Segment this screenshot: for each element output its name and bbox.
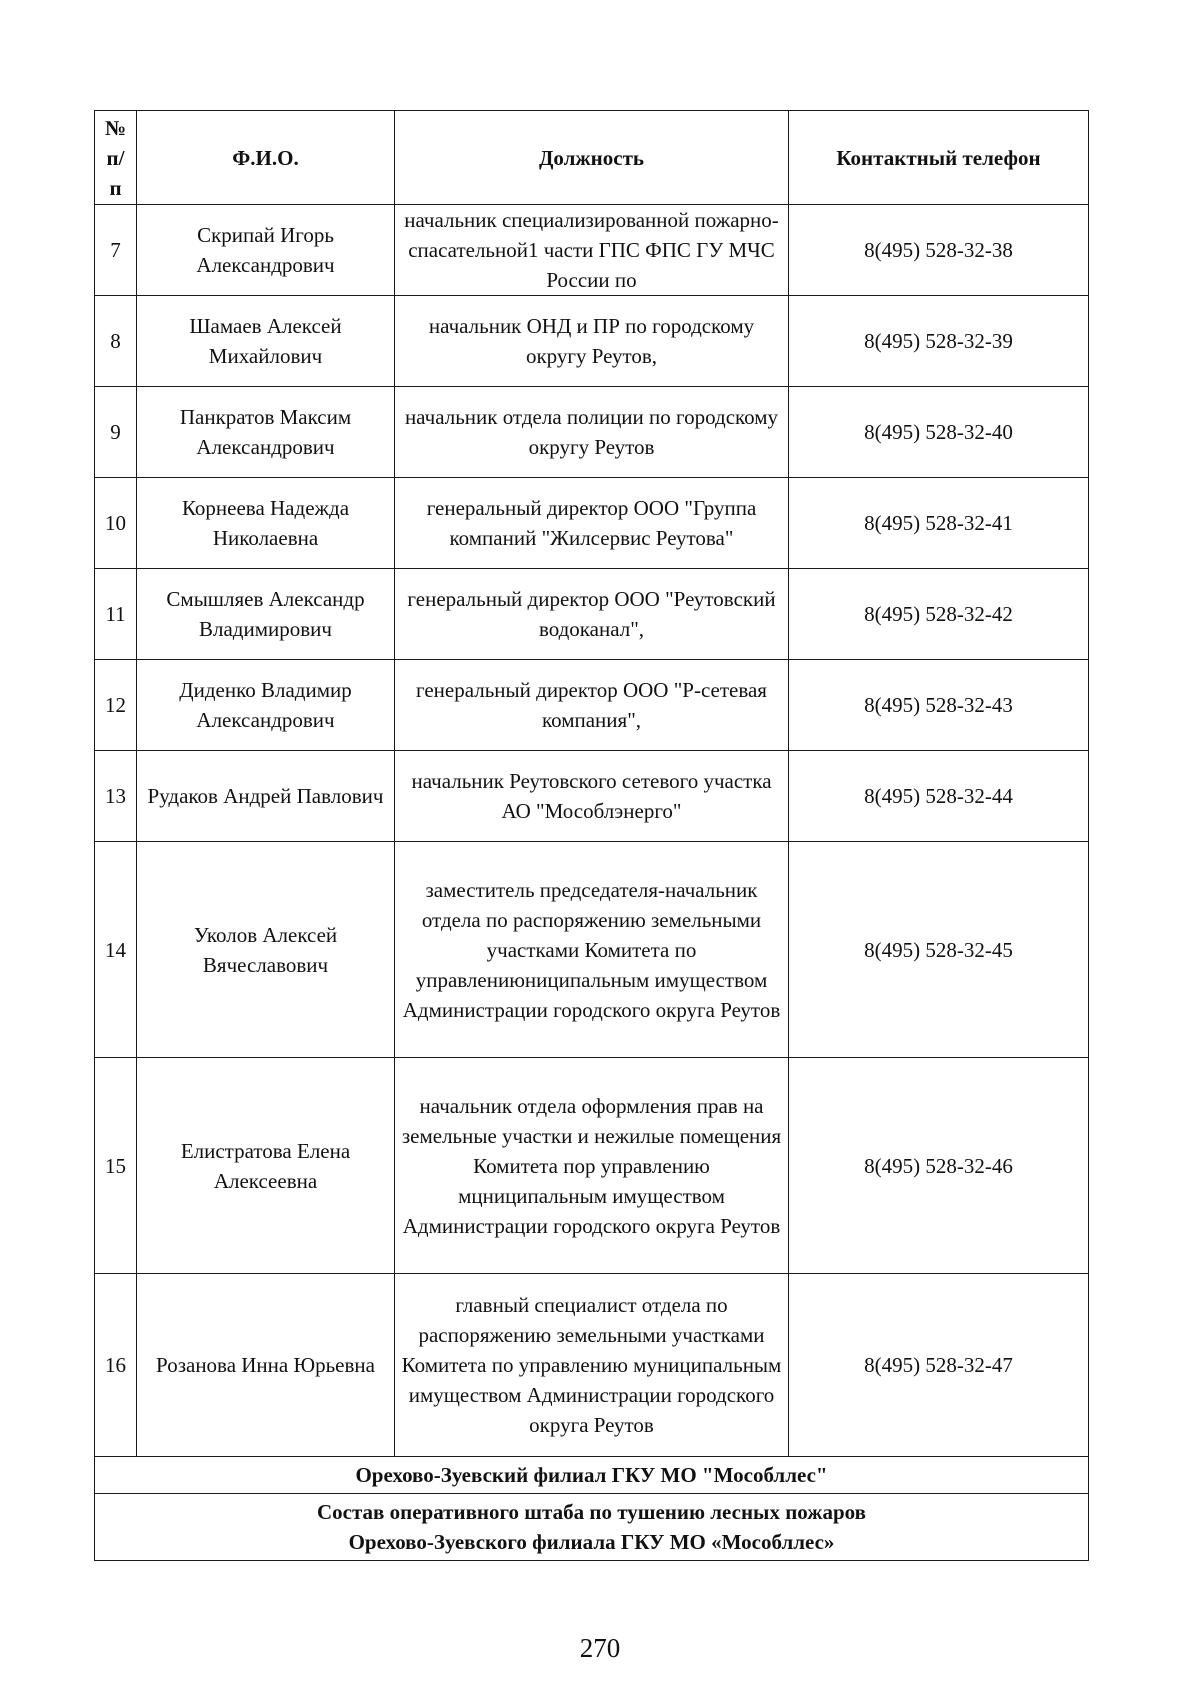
row-number: 7 [95, 205, 137, 296]
row-phone: 8(495) 528-32-44 [789, 751, 1089, 842]
row-number: 15 [95, 1058, 137, 1274]
table-row [95, 387, 1089, 478]
table-row [95, 569, 1089, 660]
row-position: главный специалист отдела по распоряжению земельными участками Комитета по управлению муниципальным имуществом Администрации городского округа Реутов [395, 1274, 789, 1457]
row-name: Скрипай Игорь Александрович [137, 205, 395, 296]
page-number: 270 [579, 1633, 621, 1663]
row-number: 8 [95, 296, 137, 387]
row-position: начальник специализированной пожарно-спасательной1 части ГПС ФПС ГУ МЧС России по [395, 205, 789, 296]
row-phone: 8(495) 528-32-47 [789, 1274, 1089, 1457]
row-position: заместитель председателя-начальник отдела по распоряжению земельными участками Комитета по управлениюниципальным имуществом Администрации городского округа Реутов [395, 842, 789, 1058]
table-row [95, 842, 1089, 1058]
row-phone: 8(495) 528-32-45 [789, 842, 1089, 1058]
row-phone: 8(495) 528-32-42 [789, 569, 1089, 660]
row-phone: 8(495) 528-32-39 [789, 296, 1089, 387]
row-name: Смышляев Александр Владимирович [137, 569, 395, 660]
table-row [95, 296, 1089, 387]
header-name: Ф.И.О. [137, 111, 395, 205]
staff-table [94, 110, 1089, 1561]
row-phone: 8(495) 528-32-38 [789, 205, 1089, 296]
row-name: Уколов Алексей Вячеславович [137, 842, 395, 1058]
table-row [95, 205, 1089, 296]
row-position: генеральный директор ООО "Реутовский водоканал", [395, 569, 789, 660]
row-name: Шамаев Алексей Михайлович [137, 296, 395, 387]
row-number: 13 [95, 751, 137, 842]
row-number: 12 [95, 660, 137, 751]
row-phone: 8(495) 528-32-43 [789, 660, 1089, 751]
section-subtitle-row [95, 1494, 1089, 1561]
row-name: Рудаков Андрей Павлович [137, 751, 395, 842]
table-row [95, 1058, 1089, 1274]
row-position: начальник отдела оформления прав на земельные участки и нежилые помещения Комитета пор управлению мцниципальным имуществом Администрации городского округа Реутов [395, 1058, 789, 1274]
table-header-row [95, 111, 1089, 205]
row-name: Панкратов Максим Александрович [137, 387, 395, 478]
section-title-row [95, 1457, 1089, 1494]
row-position: начальник ОНД и ПР по городскому округу Реутов, [395, 296, 789, 387]
row-number: 16 [95, 1274, 137, 1457]
section-subtitle [95, 1494, 1089, 1561]
row-name: Елистратова Елена Алексеевна [137, 1058, 395, 1274]
row-phone: 8(495) 528-32-40 [789, 387, 1089, 478]
header-phone: Контактный телефон [789, 111, 1089, 205]
table-row [95, 751, 1089, 842]
row-number: 10 [95, 478, 137, 569]
table-row [95, 478, 1089, 569]
row-name: Корнеева Надежда Николаевна [137, 478, 395, 569]
header-number: № п/ п [95, 111, 137, 205]
row-position: начальник отдела полиции по городскому округу Реутов [395, 387, 789, 478]
row-name: Розанова Инна Юрьевна [137, 1274, 395, 1457]
row-name: Диденко Владимир Александрович [137, 660, 395, 751]
table-row [95, 1274, 1089, 1457]
row-position: начальник Реутовского сетевого участка АО "Мособлэнерго" [395, 751, 789, 842]
header-position: Должность [395, 111, 789, 205]
table-row [95, 660, 1089, 751]
row-phone: 8(495) 528-32-46 [789, 1058, 1089, 1274]
row-number: 14 [95, 842, 137, 1058]
section-subtitle-line-2: Орехово-Зуевского филиала ГКУ МО «Мособллес» [348, 1530, 835, 1554]
section-title: Орехово-Зуевский филиал ГКУ МО "Мособллес" [95, 1457, 1089, 1494]
row-position: генеральный директор ООО "Группа компаний "Жилсервис Реутова" [395, 478, 789, 569]
row-phone: 8(495) 528-32-41 [789, 478, 1089, 569]
section-subtitle-line-1: Состав оперативного штаба по тушению лесных пожаров [316, 1500, 867, 1524]
row-number: 9 [95, 387, 137, 478]
row-position: генеральный директор ООО "Р-сетевая компания", [395, 660, 789, 751]
row-number: 11 [95, 569, 137, 660]
